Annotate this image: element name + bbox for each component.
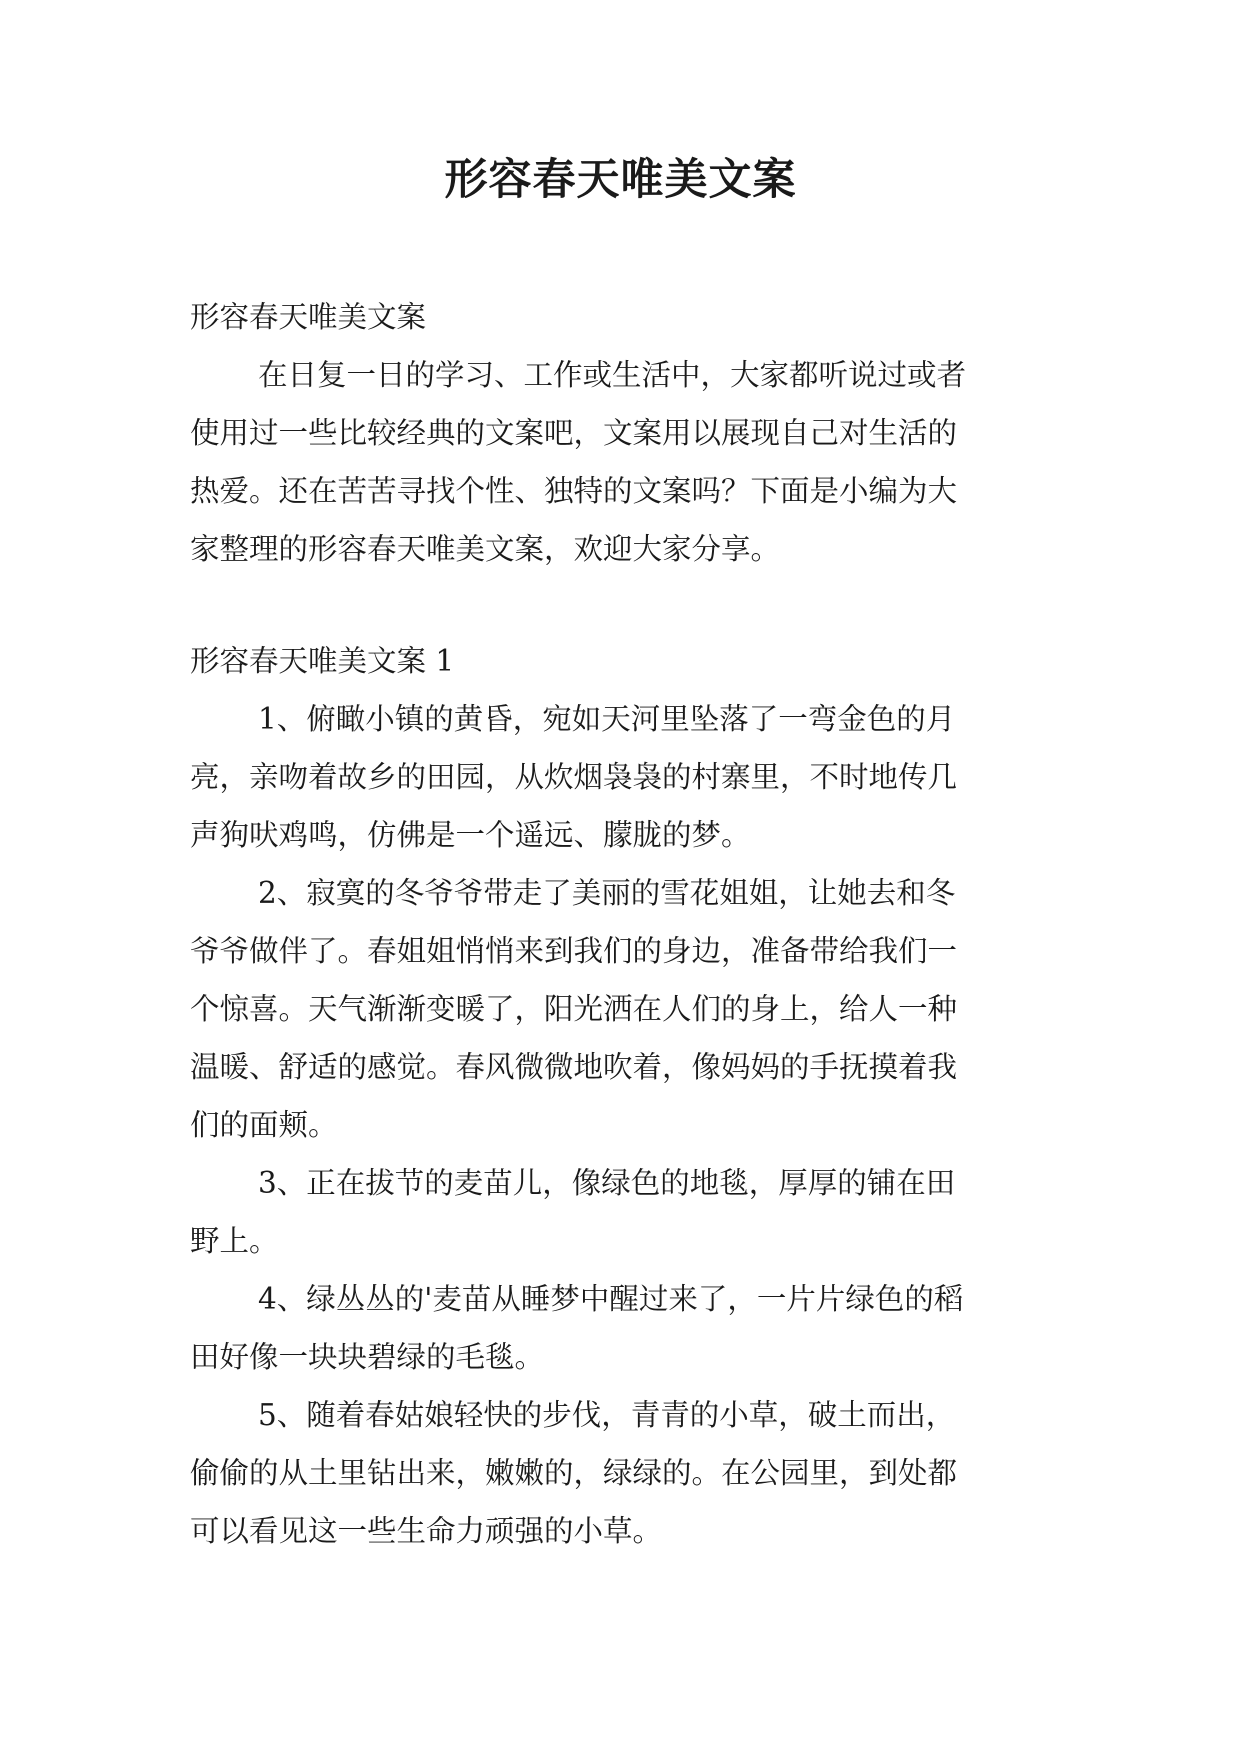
paragraph-line: 4、绿丛丛的'麦苗从睡梦中醒过来了，一片片绿色的稻 <box>258 1282 964 1316</box>
paragraph-line: 可以看见这一些生命力顽强的小草。 <box>190 1514 663 1548</box>
paragraph-line: 野上。 <box>190 1224 279 1258</box>
spacer <box>190 578 1053 632</box>
paragraph-line: 3、正在拔节的麦苗儿，像绿色的地毯，厚厚的铺在田 <box>258 1166 956 1200</box>
paragraph-line: 温暖、舒适的感觉。春风微微地吹着，像妈妈的手抚摸着我 <box>190 1050 958 1084</box>
list-item <box>190 864 1053 1154</box>
paragraph-line: 亮，亲吻着故乡的田园，从炊烟袅袅的村寨里，不时地传几 <box>190 760 958 794</box>
paragraph-line: 5、随着春姑娘轻快的步伐，青青的小草，破土而出， <box>258 1398 956 1432</box>
paragraph-line: 偷偷的从土里钻出来，嫩嫩的，绿绿的。在公园里，到处都 <box>190 1456 958 1490</box>
paragraph-line: 个惊喜。天气渐渐变暖了，阳光洒在人们的身上，给人一种 <box>190 992 958 1026</box>
list-item <box>190 1386 1053 1560</box>
paragraph-line: 使用过一些比较经典的文案吧，文案用以展现自己对生活的 <box>190 416 958 450</box>
document-title: 形容春天唯美文案 <box>444 155 797 205</box>
paragraph-line: 1、俯瞰小镇的黄昏，宛如天河里坠落了一弯金色的月 <box>258 702 956 736</box>
intro-paragraph <box>190 346 1053 578</box>
section-heading: 形容春天唯美文案 1 <box>190 644 455 678</box>
paragraph-line: 田好像一块块碧绿的毛毯。 <box>190 1340 545 1374</box>
subtitle: 形容春天唯美文案 <box>190 300 427 334</box>
paragraph-line: 热爱。还在苦苦寻找个性、独特的文案吗？下面是小编为大 <box>190 474 958 508</box>
paragraph-line: 爷爷做伴了。春姐姐悄悄来到我们的身边，准备带给我们一 <box>190 934 958 968</box>
paragraph-line: 在日复一日的学习、工作或生活中，大家都听说过或者 <box>258 358 967 392</box>
paragraph-line: 们的面颊。 <box>190 1108 338 1142</box>
paragraph-line: 2、寂寞的冬爷爷带走了美丽的雪花姐姐，让她去和冬 <box>258 876 956 910</box>
paragraph-line: 家整理的形容春天唯美文案，欢迎大家分享。 <box>190 532 781 566</box>
list-item <box>190 1154 1053 1270</box>
list-item <box>190 690 1053 864</box>
document-body <box>190 288 1053 1560</box>
list-item <box>190 1270 1053 1386</box>
paragraph-line: 声狗吠鸡鸣，仿佛是一个遥远、朦胧的梦。 <box>190 818 751 852</box>
